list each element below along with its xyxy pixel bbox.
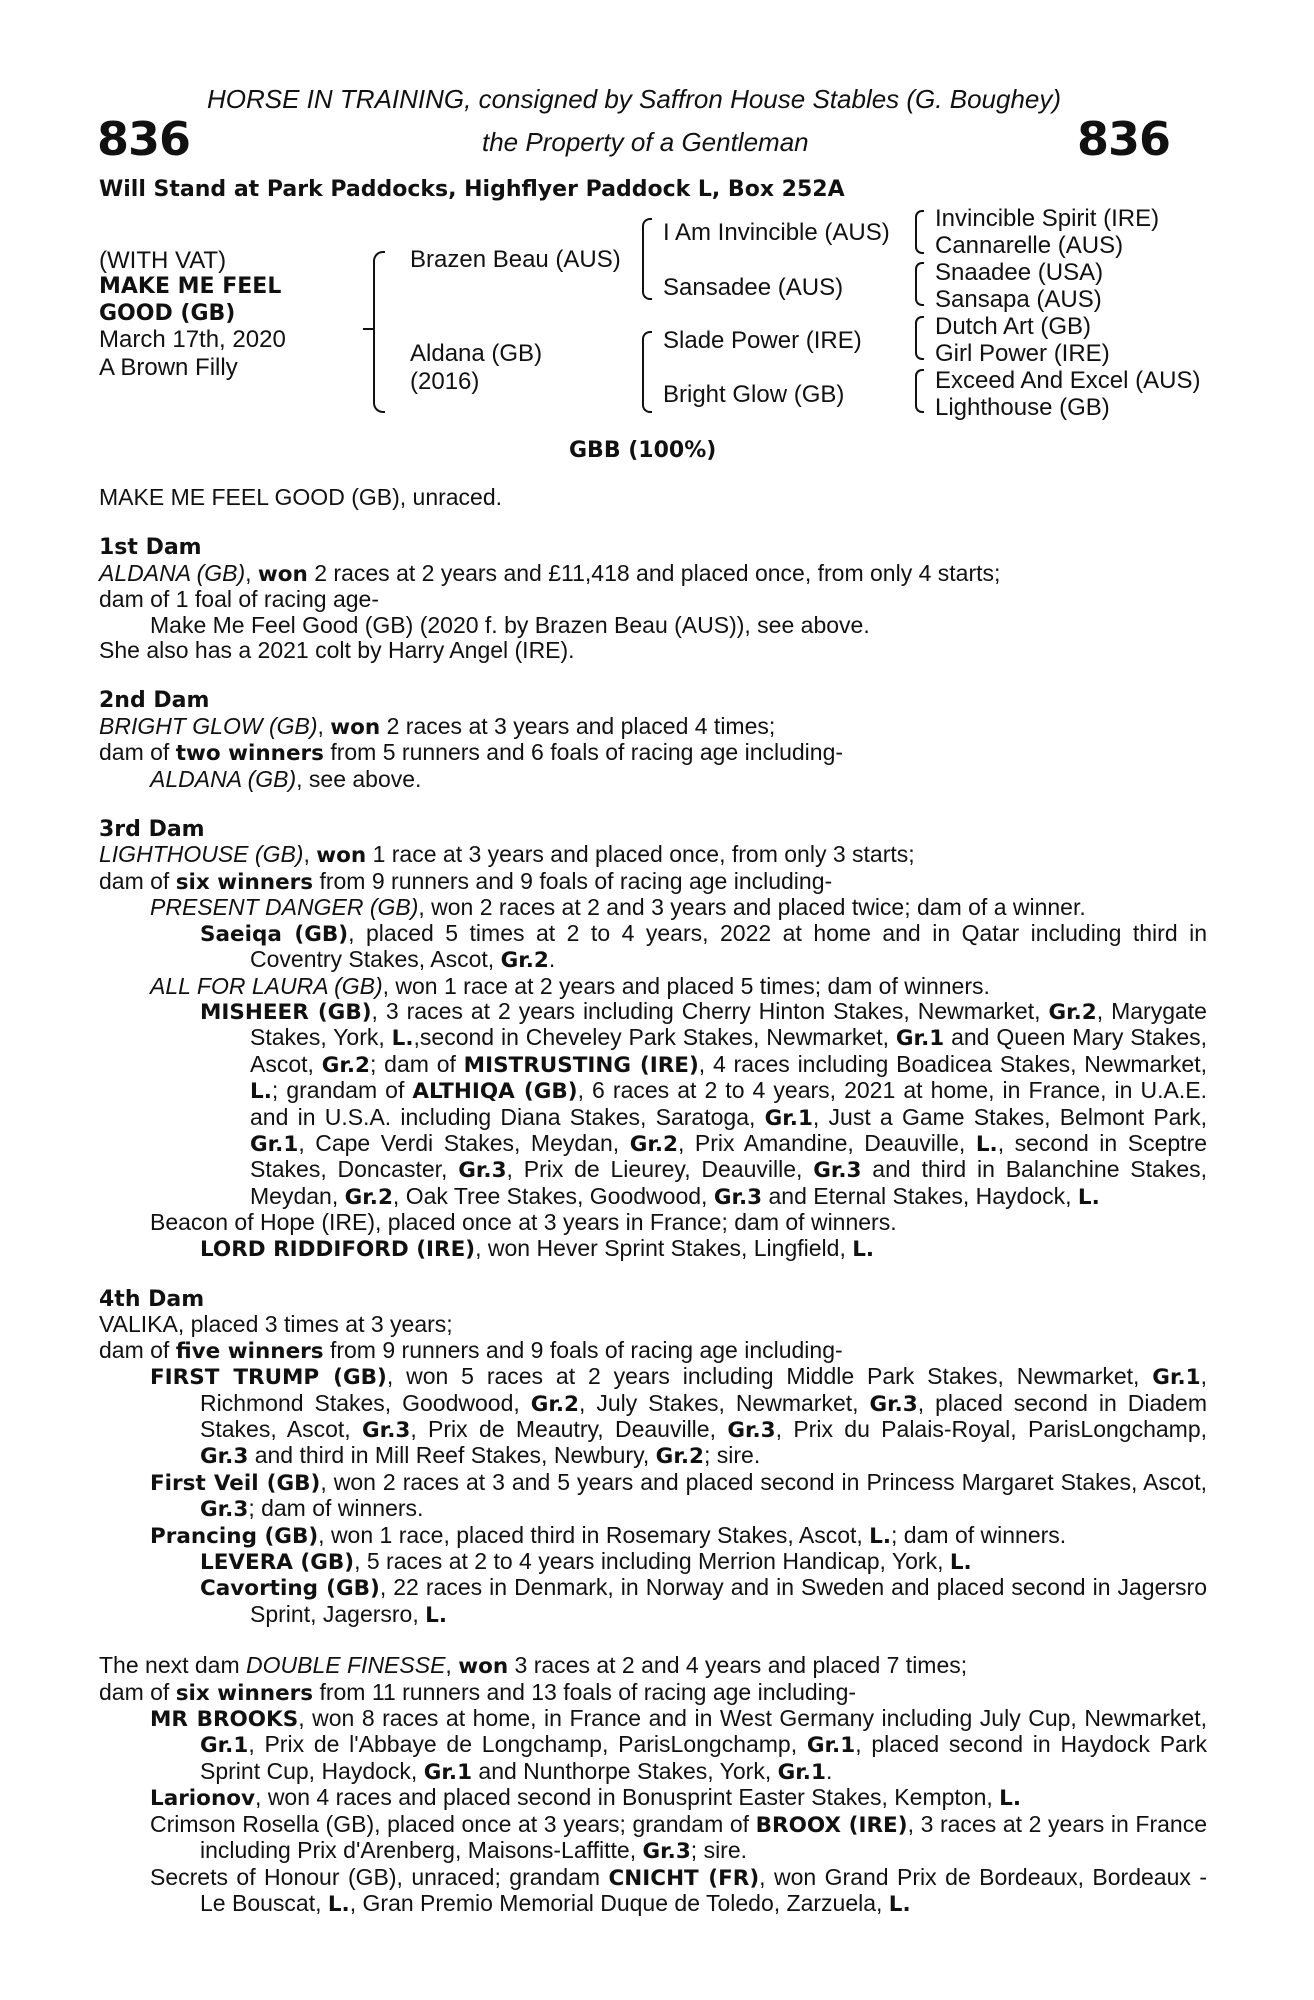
foaling-date: March 17th, 2020 [99, 326, 286, 353]
produce-mr-brooks [99, 1706, 1207, 1785]
second-dam-produce [99, 767, 1207, 792]
grade: L. [250, 1079, 272, 1105]
produce-name: MISTRUSTING (IRE) [463, 1052, 699, 1078]
sire-dam-dam: Sansapa (AUS) [935, 286, 1102, 313]
text: from 11 runners and 13 foals of racing age including- [313, 1678, 857, 1705]
text: ; sire. [690, 1837, 748, 1864]
grade: Gr.3 [727, 1418, 776, 1443]
brace-dam [642, 331, 652, 413]
dam-sire: Slade Power (IRE) [663, 327, 862, 354]
first-dam-note: She also has a 2021 colt by Harry Angel (IRE). [99, 637, 575, 664]
text: , 5 races at 2 to 4 years including Merrion Handicap, York, [354, 1548, 950, 1575]
produce-prancing [99, 1523, 1207, 1549]
brace-dd [915, 369, 924, 413]
produce-lord-riddiford [99, 1236, 1207, 1262]
sire-dam: Sansadee (AUS) [663, 274, 844, 301]
grade: Gr.3 [362, 1418, 411, 1443]
text: and third in Mill Reef Stakes, Newbury, [248, 1442, 656, 1469]
next-dam-line2 [99, 1680, 1207, 1706]
grade: Gr.1 [1152, 1365, 1201, 1391]
first-dam-line2: dam of 1 foal of racing age- [99, 586, 379, 613]
brace-main-tip [363, 328, 373, 330]
horse-name-line1: MAKE ME FEEL [99, 274, 282, 299]
first-dam-line1: ALDANA (GB), won 2 races at 2 years and £11,418 and placed once, from only 4 starts; [99, 559, 1001, 587]
grade: L. [852, 1236, 875, 1262]
text: . [825, 1757, 833, 1784]
grade: L. [1077, 1184, 1100, 1210]
first-dam-record: 2 races at 2 years and £11,418 and placed once, from only 4 starts; [307, 559, 1001, 586]
produce-name: ALL FOR LAURA (GB) [150, 972, 383, 999]
text: from 9 runners and 9 foals of racing age including- [323, 1336, 843, 1363]
vat-label: (WITH VAT) [99, 247, 227, 274]
text: ; dam of [370, 1050, 464, 1077]
won-label: won [458, 1654, 509, 1680]
produce-name: MR BROOKS [150, 1707, 299, 1733]
text: , Gran Premio Memorial Duque de Toledo, Zarzuela, [349, 1889, 889, 1916]
produce-name: CNICHT (FR) [608, 1865, 760, 1891]
winners-count: two winners [175, 741, 324, 767]
grade: L. [425, 1602, 448, 1628]
dam-name: Aldana (GB) [410, 340, 543, 367]
text: , 4 races including Boadicea Stakes, Newmarket, [698, 1050, 1207, 1077]
text: , won 5 races at 2 years including Middle Park Stakes, Newmarket, [386, 1363, 1153, 1390]
dam-year: (2016) [410, 368, 480, 395]
text: Secrets of Honour (GB), unraced; grandam [150, 1863, 609, 1890]
second-dam-line2 [99, 740, 1207, 766]
winners-count: six winners [175, 869, 314, 895]
lot-number-left: 836 [97, 112, 191, 166]
next-dam-name: DOUBLE FINESSE [246, 1652, 446, 1679]
produce-all-for-laura [99, 974, 1207, 999]
text: , Oak Tree Stakes, Goodwood, [392, 1182, 714, 1209]
produce-larionov [99, 1785, 1207, 1811]
next-dam-line1: The next dam DOUBLE FINESSE, won 3 races at 2 and 4 years and placed 7 times; [99, 1652, 968, 1680]
winners-count: five winners [175, 1338, 324, 1364]
dam-sire-dam: Girl Power (IRE) [935, 340, 1110, 367]
grade: Gr.3 [200, 1497, 249, 1523]
produce-name: MISHEER (GB) [200, 999, 372, 1025]
text: , 3 races at 2 years including Cherry Hinton Stakes, Newmarket, [371, 997, 1049, 1024]
text: , Cape Verdi Stakes, Meydan, [298, 1129, 630, 1156]
produce-name: ALTHIQA (GB) [412, 1079, 578, 1105]
grade: Gr.3 [813, 1158, 862, 1184]
text: , Prix de l'Abbaye de Longchamp, ParisLongchamp, [248, 1731, 807, 1758]
text: , won 2 races at 3 and 5 years and placed second in Princess Margaret Stakes, Ascot, [320, 1468, 1207, 1495]
produce-name: LORD RIDDIFORD (IRE) [200, 1236, 476, 1262]
text: , placed second in Haydock Park Sprint Cup, Haydock, [200, 1731, 1207, 1784]
dam-dam-dam: Lighthouse (GB) [935, 394, 1110, 421]
grade: L. [391, 1026, 414, 1052]
grade: L. [999, 1786, 1022, 1812]
grade: Gr.3 [869, 1391, 918, 1417]
text: 1 race at 3 years and placed once, from only 3 starts; [366, 841, 915, 868]
brace-main [373, 251, 385, 413]
text: , July Stakes, Newmarket, [579, 1389, 870, 1416]
catalogue-body [99, 485, 1207, 1917]
text: , Prix de Meautry, Deauville, [410, 1416, 728, 1442]
sire-sire-sire: Invincible Spirit (IRE) [935, 205, 1160, 232]
produce-cavorting [99, 1575, 1207, 1628]
grade: Gr.2 [530, 1391, 580, 1417]
first-dam-name: ALDANA (GB) [99, 559, 246, 586]
produce-name: FIRST TRUMP (GB) [150, 1365, 387, 1391]
text: , Richmond Stakes, Goodwood, [200, 1363, 1207, 1416]
second-dam-record: 2 races at 3 years and placed 4 times; [380, 712, 776, 739]
text: ,second in Cheveley Park Stakes, Newmarket, [413, 1024, 896, 1051]
inbreeding-label: GBB (100%) [569, 438, 717, 463]
text: dam of [99, 867, 176, 894]
first-dam-produce: Make Me Feel Good (GB) (2020 f. by Brazen Beau (AUS)), see above. [150, 611, 870, 638]
grade: Gr.2 [344, 1184, 393, 1210]
fourth-dam-line2 [99, 1338, 1207, 1364]
produce-name: ALDANA (GB) [150, 765, 297, 792]
fourth-dam-heading: 4th Dam [99, 1286, 205, 1312]
text: from 5 runners and 6 foals of racing age including- [323, 739, 844, 766]
text: from 9 runners and 9 foals of racing age including- [313, 867, 833, 894]
grade: Gr.3 [200, 1444, 249, 1470]
grade: Gr.2 [629, 1131, 678, 1157]
text: ; dam of winners. [891, 1521, 1067, 1548]
sire-dam-sire: Snaadee (USA) [935, 259, 1104, 286]
produce-first-veil [99, 1470, 1207, 1523]
stand-location: Will Stand at Park Paddocks, Highflyer Paddock L, Box 252A [99, 177, 845, 202]
grade: Gr.1 [200, 1733, 249, 1759]
second-dam-heading: 2nd Dam [99, 688, 210, 714]
text: ; sire. [703, 1442, 761, 1469]
second-dam-line1: BRIGHT GLOW (GB), won 2 races at 3 years and placed 4 times; [99, 712, 776, 740]
grade: L. [949, 1550, 972, 1576]
produce-misheer [99, 999, 1207, 1210]
text: , placed 5 times at 2 to 4 years, 2022 at home and in Qatar including third in Coventry Stakes, Ascot, [250, 919, 1208, 973]
text: ; dam of winners. [248, 1495, 424, 1522]
dam-sire-sire: Dutch Art (GB) [935, 313, 1092, 340]
grade: Gr.1 [806, 1733, 856, 1759]
won-label: won [257, 561, 308, 587]
sire-sire-dam: Cannarelle (AUS) [935, 232, 1124, 259]
won-label: won [316, 843, 367, 869]
winners-count: six winners [175, 1680, 314, 1706]
horse-name-line2: GOOD (GB) [99, 301, 236, 326]
grade: L. [327, 1891, 350, 1917]
horse-description: A Brown Filly [99, 354, 238, 381]
grade: Gr.2 [500, 948, 549, 974]
text: , Just a Game Stakes, Belmont Park, [812, 1103, 1207, 1130]
produce-name: LEVERA (GB) [200, 1550, 355, 1576]
text: , Prix Amandine, Deauville, [678, 1129, 976, 1156]
text: dam of [99, 1678, 176, 1705]
text: The next dam [99, 1652, 247, 1679]
text: , won 8 races at home, in France and in West Germany including July Cup, Newmarket, [298, 1705, 1208, 1732]
brace-ds [915, 316, 924, 360]
grade: Gr.2 [1048, 999, 1097, 1025]
text: Crimson Rosella (GB), placed once at 3 years; grandam of [150, 1810, 756, 1837]
produce-first-trump [99, 1364, 1207, 1470]
sire-name: Brazen Beau (AUS) [410, 246, 621, 273]
grade: Gr.2 [321, 1052, 371, 1078]
text: dam of [99, 1336, 176, 1363]
produce-secrets-of-honour [99, 1865, 1207, 1918]
grade: Gr.3 [642, 1839, 691, 1865]
brace-ss [915, 210, 924, 254]
grade: L. [869, 1523, 892, 1549]
third-dam-name: LIGHTHOUSE (GB) [99, 841, 304, 868]
text: , Prix du Palais-Royal, ParisLongchamp, [775, 1416, 1207, 1442]
text: , won Grand Prix de Bordeaux, Bordeaux - Le Bouscat, [200, 1863, 1207, 1916]
produce-present-danger [99, 895, 1207, 920]
lot-number-right: 836 [1077, 112, 1171, 166]
produce-name: Larionov [150, 1786, 256, 1812]
dam-dam: Bright Glow (GB) [663, 381, 845, 408]
grade: Gr.1 [764, 1105, 813, 1131]
third-dam-line2 [99, 869, 1207, 895]
produce-crimson-rosella [99, 1812, 1207, 1865]
grade: Gr.3 [458, 1158, 507, 1184]
produce-name: Prancing (GB) [150, 1523, 319, 1549]
text: , see above. [296, 765, 422, 792]
second-dam-name: BRIGHT GLOW (GB) [99, 712, 318, 739]
produce-name: Cavorting (GB) [200, 1576, 380, 1602]
grade: L. [888, 1891, 911, 1917]
grade: Gr.1 [895, 1026, 945, 1052]
produce-name: First Veil (GB) [150, 1470, 321, 1496]
text: , second in Sceptre Stakes, Doncaster, [250, 1129, 1207, 1183]
text: dam of [99, 739, 176, 766]
fourth-dam-line1: VALIKA, placed 3 times at 3 years; [99, 1311, 453, 1338]
text: ; grandam of [271, 1077, 413, 1104]
text: and Nunthorpe Stakes, York, [472, 1757, 778, 1784]
produce-name: BROOX (IRE) [755, 1812, 908, 1838]
won-label: won [330, 714, 381, 740]
text: . [548, 946, 556, 973]
text: , won 2 races at 2 and 3 years and placed twice; dam of a winner. [418, 894, 1086, 921]
text: , won 1 race, placed third in Rosemary Stakes, Ascot, [318, 1521, 870, 1548]
text: and third in Balanchine Stakes, Meydan, [250, 1156, 1207, 1209]
header-consignor: HORSE IN TRAINING, consigned by Saffron House Stables (G. Boughey) [207, 84, 1062, 114]
text: , 22 races in Denmark, in Norway and in Sweden and placed second in Jagersro Sprint, Jagersro, [250, 1574, 1207, 1627]
text: and Eternal Stakes, Haydock, [762, 1182, 1078, 1209]
sire-sire: I Am Invincible (AUS) [663, 219, 890, 246]
first-dam-heading: 1st Dam [99, 535, 202, 561]
produce-name: Saeiqa (GB) [200, 921, 349, 947]
third-dam-line1: LIGHTHOUSE (GB), won 1 race at 3 years and placed once, from only 3 starts; [99, 841, 915, 869]
dam-dam-sire: Exceed And Excel (AUS) [935, 367, 1201, 394]
text: , Marygate Stakes, York, [250, 997, 1207, 1051]
text: , won 1 race at 2 years and placed 5 times; dam of winners. [382, 972, 990, 999]
grade: Gr.2 [655, 1444, 704, 1470]
produce-name: PRESENT DANGER (GB) [150, 894, 419, 921]
grade: Gr.3 [713, 1184, 763, 1210]
text: , won 4 races and placed second in Bonusprint Easter Stakes, Kempton, [255, 1784, 1000, 1811]
header-property: the Property of a Gentleman [482, 127, 809, 157]
text: 3 races at 2 and 4 years and placed 7 times; [508, 1652, 968, 1679]
brace-sire [642, 218, 652, 300]
produce-beacon-of-hope: Beacon of Hope (IRE), placed once at 3 years in France; dam of winners. [150, 1209, 897, 1236]
grade: L. [975, 1131, 998, 1157]
grade: Gr.1 [423, 1759, 473, 1785]
text: , placed second in Diadem Stakes, Ascot, [200, 1389, 1207, 1442]
grade: Gr.1 [777, 1759, 826, 1785]
text: , 3 races at 2 years in France including Prix d'Arenberg, Maisons-Laffitte, [200, 1810, 1207, 1864]
produce-saeiqa [99, 921, 1207, 974]
text: and Queen Mary Stakes, Ascot, [250, 1024, 1208, 1077]
produce-levera [99, 1549, 1207, 1575]
third-dam-heading: 3rd Dam [99, 817, 205, 843]
text: , 6 races at 2 to 4 years, 2021 at home, in France, in U.A.E. and in U.S.A. including Diana Stakes, Saratoga, [250, 1077, 1207, 1130]
brace-sd [915, 262, 924, 306]
text: , won Hever Sprint Stakes, Lingfield, [475, 1234, 853, 1261]
summary-line: MAKE ME FEEL GOOD (GB), unraced. [99, 484, 503, 510]
text: , Prix de Lieurey, Deauville, [506, 1156, 814, 1183]
grade: Gr.1 [250, 1131, 299, 1157]
